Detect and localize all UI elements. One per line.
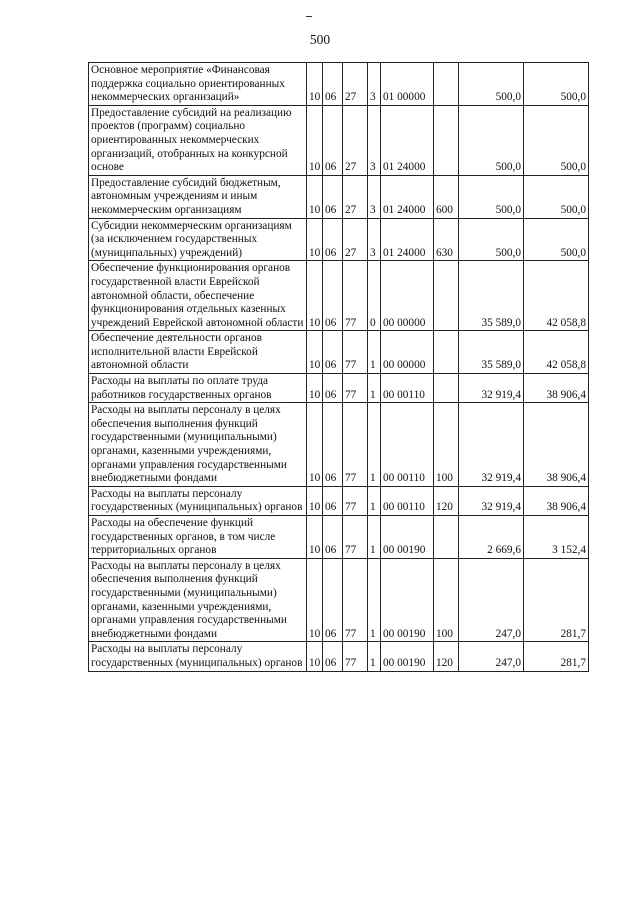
subprogram-code: 1: [368, 642, 381, 671]
subsection-code: 06: [323, 175, 343, 218]
amount-year-1: 32 919,4: [459, 374, 524, 403]
program-code: 77: [343, 374, 368, 403]
amount-year-2: 500,0: [524, 218, 589, 261]
table-row: [89, 175, 589, 218]
program-code: 77: [343, 516, 368, 559]
program-code: 27: [343, 175, 368, 218]
expense-type-code: 120: [434, 642, 459, 671]
program-code: 77: [343, 642, 368, 671]
expense-type-code: [434, 63, 459, 106]
section-code: 10: [307, 486, 323, 515]
target-article-code: 00 00190: [381, 558, 434, 642]
target-article-code: 01 00000: [381, 63, 434, 106]
target-article-code: 01 24000: [381, 175, 434, 218]
subsection-code: 06: [323, 63, 343, 106]
row-name: Предоставление субсидий бюджетным, автономным учреждениям и иным некоммерческим организациям: [89, 175, 307, 218]
row-name: Предоставление субсидий на реализацию проектов (программ) социально ориентированных некоммерческих организаций, отобранных на конкурсной основе: [89, 105, 307, 175]
target-article-code: 00 00000: [381, 261, 434, 331]
table-row: [89, 486, 589, 515]
target-article-code: 00 00190: [381, 642, 434, 671]
section-code: 10: [307, 331, 323, 374]
subsection-code: 06: [323, 642, 343, 671]
subsection-code: 06: [323, 374, 343, 403]
expense-type-code: [434, 105, 459, 175]
subprogram-code: 1: [368, 558, 381, 642]
budget-table: [88, 62, 589, 672]
amount-year-2: 281,7: [524, 642, 589, 671]
subsection-code: 06: [323, 486, 343, 515]
section-code: 10: [307, 558, 323, 642]
subsection-code: 06: [323, 516, 343, 559]
subprogram-code: 1: [368, 403, 381, 487]
program-code: 77: [343, 403, 368, 487]
amount-year-1: 32 919,4: [459, 403, 524, 487]
amount-year-2: 42 058,8: [524, 331, 589, 374]
target-article-code: 01 24000: [381, 218, 434, 261]
amount-year-1: 500,0: [459, 218, 524, 261]
row-name: Расходы на выплаты персоналу государственных (муниципальных) органов: [89, 642, 307, 671]
table-row: [89, 105, 589, 175]
table-row: [89, 218, 589, 261]
row-name: Обеспечение деятельности органов исполнительной власти Еврейской автономной области: [89, 331, 307, 374]
amount-year-2: 500,0: [524, 63, 589, 106]
amount-year-1: 35 589,0: [459, 331, 524, 374]
subsection-code: 06: [323, 403, 343, 487]
expense-type-code: [434, 516, 459, 559]
target-article-code: 00 00110: [381, 486, 434, 515]
section-code: 10: [307, 218, 323, 261]
subprogram-code: 1: [368, 374, 381, 403]
expense-type-code: [434, 261, 459, 331]
row-name: Обеспечение функционирования органов государственной власти Еврейской автономной области, обеспечение функционирования отдельных казенных учреждений Еврейской автономной области: [89, 261, 307, 331]
header-dash: [306, 16, 312, 17]
page-number: 500: [309, 32, 331, 47]
row-name: Расходы на выплаты персоналу в целях обеспечения выполнения функций государственными (муниципальными) органами, казенными учреждениями, органами управления государственными внебюджетными фондами: [89, 403, 307, 487]
section-code: 10: [307, 175, 323, 218]
target-article-code: 00 00110: [381, 403, 434, 487]
program-code: 77: [343, 331, 368, 374]
section-code: 10: [307, 63, 323, 106]
expense-type-code: 600: [434, 175, 459, 218]
amount-year-1: 500,0: [459, 63, 524, 106]
program-code: 27: [343, 105, 368, 175]
amount-year-1: 247,0: [459, 642, 524, 671]
section-code: 10: [307, 516, 323, 559]
subprogram-code: 0: [368, 261, 381, 331]
section-code: 10: [307, 642, 323, 671]
subsection-code: 06: [323, 105, 343, 175]
subsection-code: 06: [323, 218, 343, 261]
program-code: 77: [343, 261, 368, 331]
section-code: 10: [307, 374, 323, 403]
amount-year-1: 500,0: [459, 175, 524, 218]
table-row: [89, 516, 589, 559]
table-row: [89, 261, 589, 331]
row-name: Расходы на выплаты персоналу государственных (муниципальных) органов: [89, 486, 307, 515]
amount-year-1: 35 589,0: [459, 261, 524, 331]
subprogram-code: 1: [368, 516, 381, 559]
table-row: [89, 403, 589, 487]
subprogram-code: 1: [368, 486, 381, 515]
amount-year-2: 500,0: [524, 105, 589, 175]
program-code: 27: [343, 218, 368, 261]
expense-type-code: 100: [434, 403, 459, 487]
amount-year-1: 247,0: [459, 558, 524, 642]
amount-year-2: 500,0: [524, 175, 589, 218]
table-row: [89, 374, 589, 403]
amount-year-2: 38 906,4: [524, 486, 589, 515]
row-name: Расходы на выплаты по оплате труда работников государственных органов: [89, 374, 307, 403]
amount-year-2: 38 906,4: [524, 403, 589, 487]
row-name: Расходы на обеспечение функций государственных органов, в том числе территориальных органов: [89, 516, 307, 559]
amount-year-1: 500,0: [459, 105, 524, 175]
target-article-code: 00 00000: [381, 331, 434, 374]
program-code: 77: [343, 486, 368, 515]
subprogram-code: 3: [368, 218, 381, 261]
section-code: 10: [307, 261, 323, 331]
subprogram-code: 3: [368, 175, 381, 218]
row-name: Расходы на выплаты персоналу в целях обеспечения выполнения функций государственными (муниципальными) органами, казенными учреждениями, органами управления государственными внебюджетными фондами: [89, 558, 307, 642]
subprogram-code: 3: [368, 105, 381, 175]
expense-type-code: [434, 374, 459, 403]
row-name: Основное мероприятие «Финансовая поддержка социально ориентированных некоммерческих организаций»: [89, 63, 307, 106]
expense-type-code: [434, 331, 459, 374]
amount-year-2: 281,7: [524, 558, 589, 642]
program-code: 77: [343, 558, 368, 642]
amount-year-2: 42 058,8: [524, 261, 589, 331]
table-row: [89, 331, 589, 374]
table-row: [89, 63, 589, 106]
subsection-code: 06: [323, 261, 343, 331]
subsection-code: 06: [323, 331, 343, 374]
expense-type-code: 120: [434, 486, 459, 515]
table-row: [89, 558, 589, 642]
expense-type-code: 100: [434, 558, 459, 642]
amount-year-2: 3 152,4: [524, 516, 589, 559]
expense-type-code: 630: [434, 218, 459, 261]
table-row: [89, 642, 589, 671]
target-article-code: 00 00190: [381, 516, 434, 559]
subprogram-code: 3: [368, 63, 381, 106]
target-article-code: 01 24000: [381, 105, 434, 175]
subprogram-code: 1: [368, 331, 381, 374]
subsection-code: 06: [323, 558, 343, 642]
target-article-code: 00 00110: [381, 374, 434, 403]
table-body: [89, 63, 589, 672]
amount-year-2: 38 906,4: [524, 374, 589, 403]
amount-year-1: 2 669,6: [459, 516, 524, 559]
program-code: 27: [343, 63, 368, 106]
section-code: 10: [307, 403, 323, 487]
section-code: 10: [307, 105, 323, 175]
amount-year-1: 32 919,4: [459, 486, 524, 515]
row-name: Субсидии некоммерческим организациям (за исключением государственных (муниципальных) учреждений): [89, 218, 307, 261]
